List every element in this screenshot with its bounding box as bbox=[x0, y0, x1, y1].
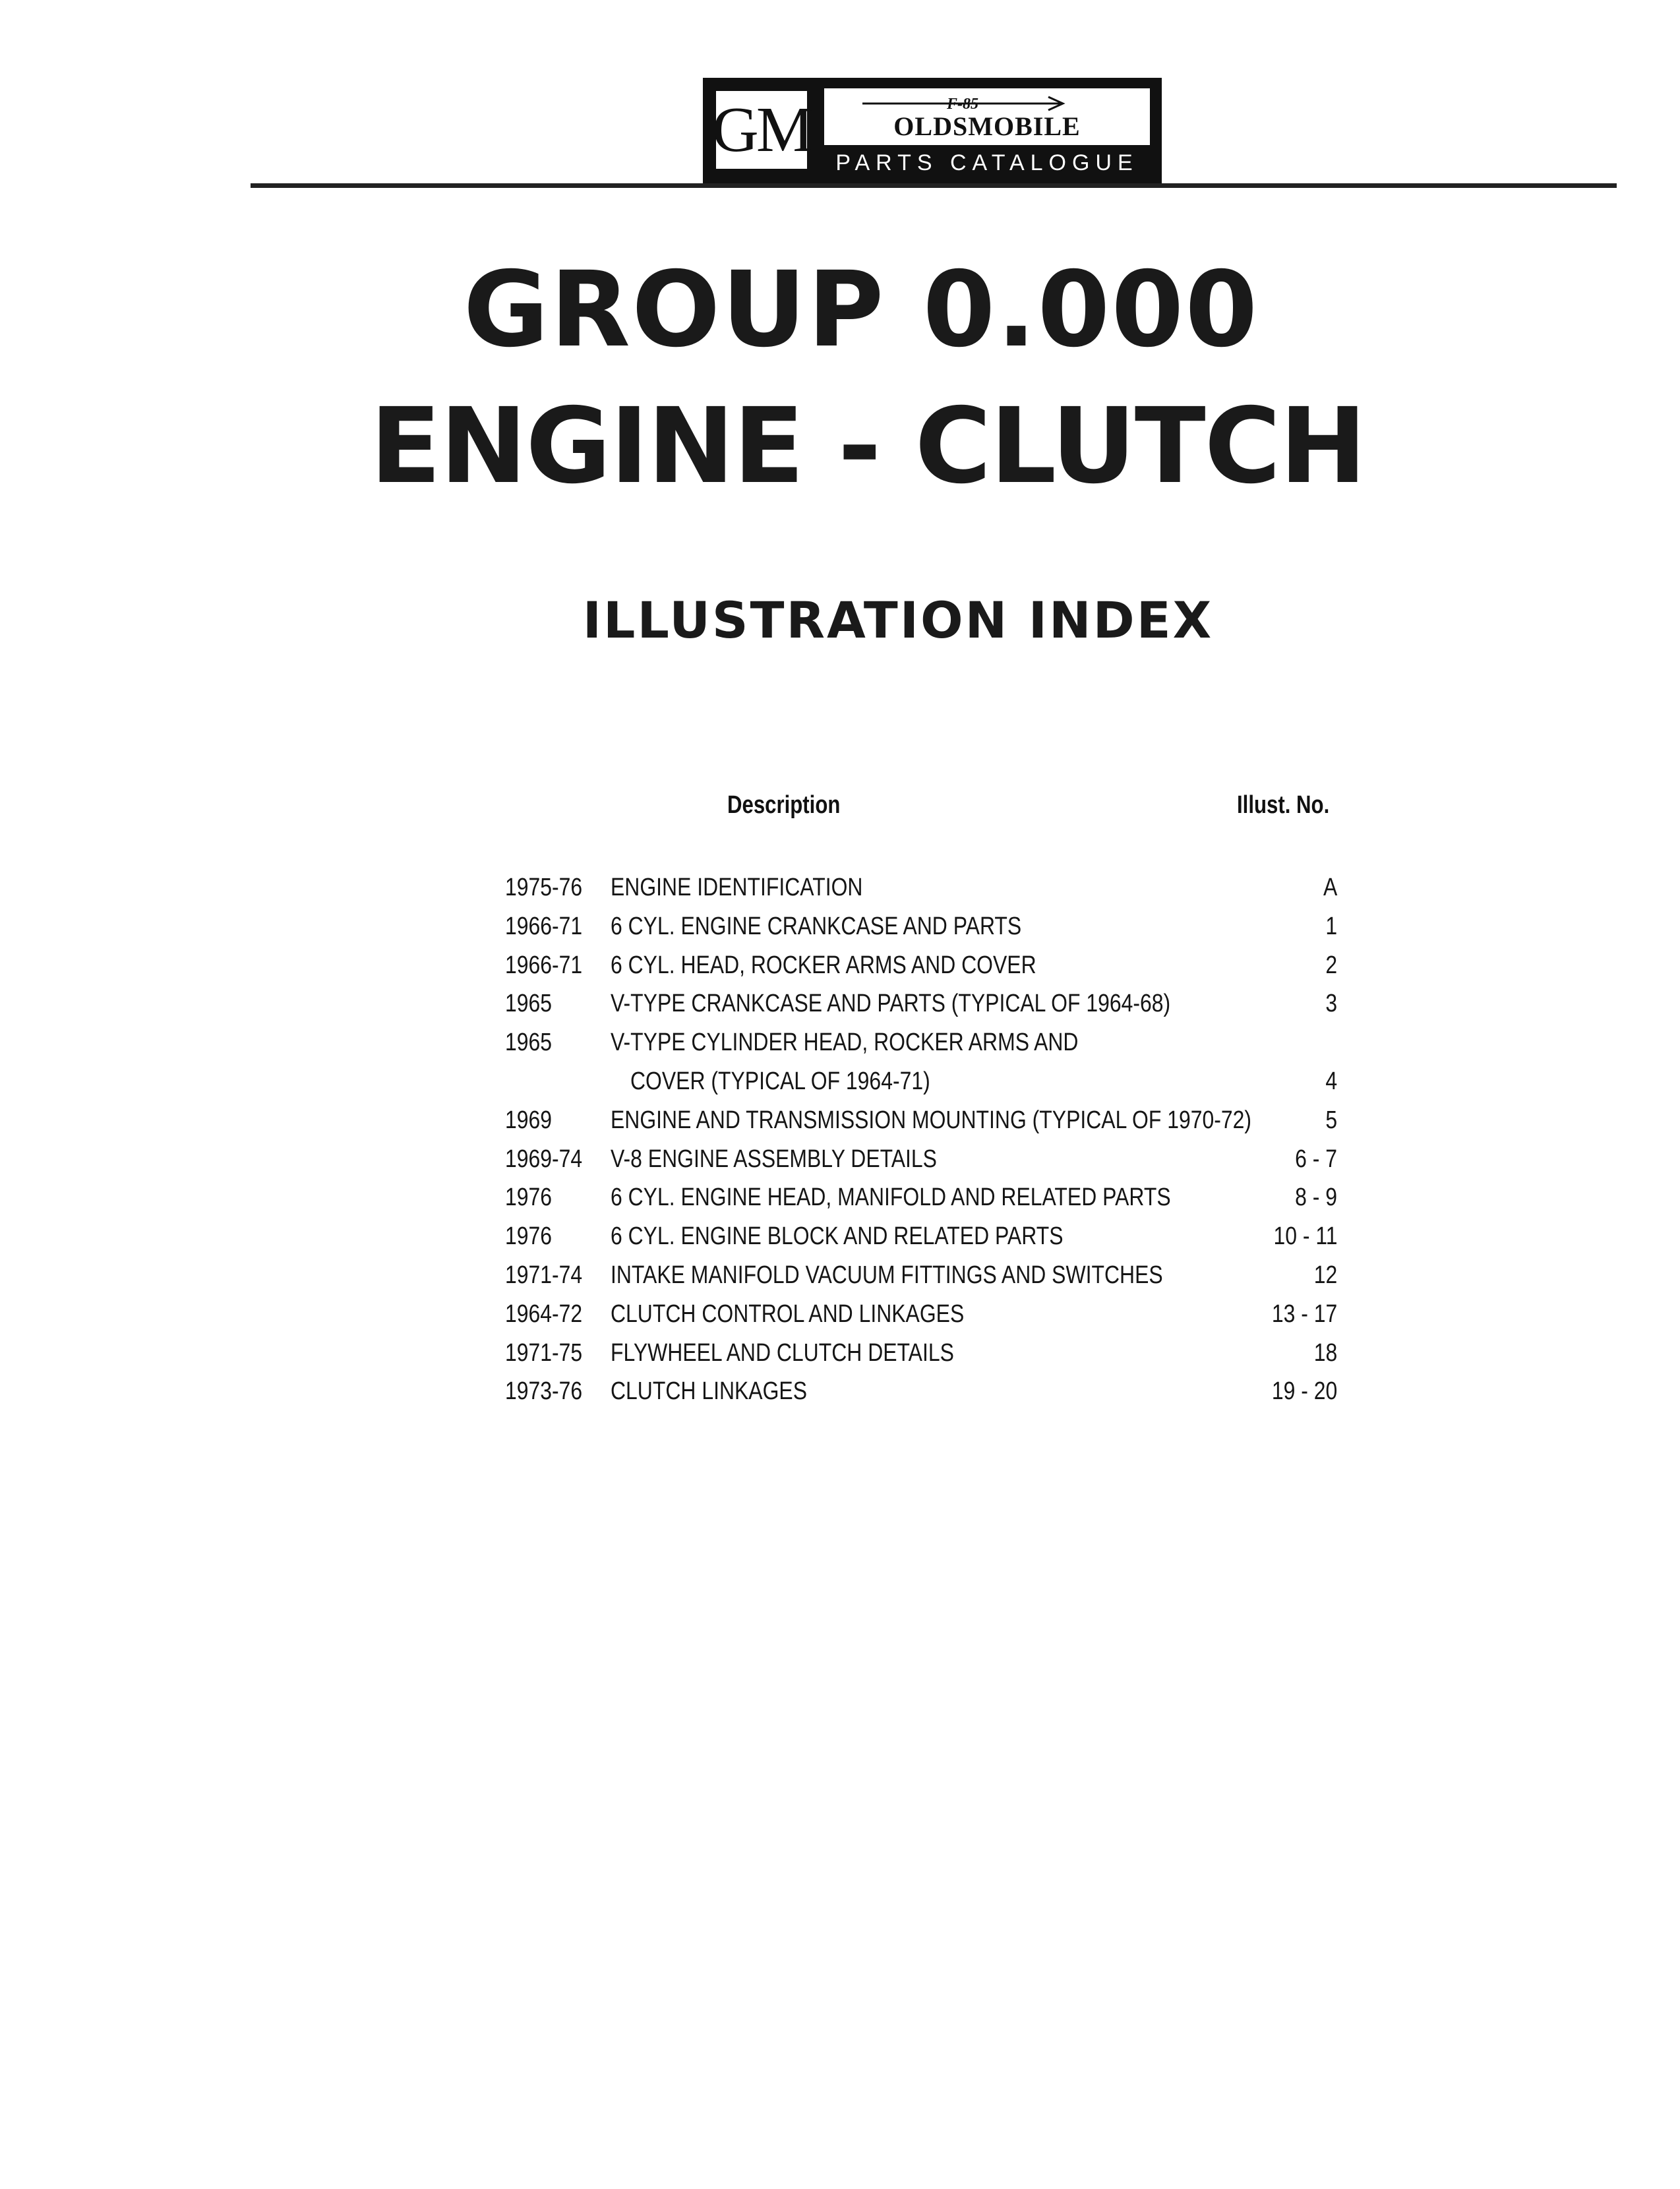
index-row-description: V-8 ENGINE ASSEMBLY DETAILS bbox=[611, 1145, 937, 1173]
index-row-years: 1966-71 bbox=[505, 913, 583, 940]
index-row-description: ENGINE AND TRANSMISSION MOUNTING (TYPICAL OF 1970-72) bbox=[611, 1106, 1251, 1134]
index-row-years: 1966-71 bbox=[505, 951, 583, 979]
index-row-years: 1965 bbox=[505, 1029, 553, 1056]
index-row bbox=[0, 913, 1680, 951]
index-row-description: 6 CYL. HEAD, ROCKER ARMS AND COVER bbox=[611, 951, 1036, 979]
index-row-years: 1971-74 bbox=[505, 1261, 583, 1289]
index-row bbox=[0, 1145, 1680, 1184]
index-row-description: V-TYPE CYLINDER HEAD, ROCKER ARMS AND bbox=[611, 1029, 1079, 1056]
index-row-illust-no: 4 bbox=[1325, 1067, 1337, 1095]
index-row-years: 1976 bbox=[505, 1222, 553, 1250]
header-rule bbox=[251, 183, 1617, 188]
illust-no-column-header: Illust. No. bbox=[1237, 791, 1330, 819]
index-row bbox=[0, 1261, 1680, 1300]
index-row-years: 1971-75 bbox=[505, 1339, 583, 1367]
model-mark-text: F-85 bbox=[947, 96, 978, 112]
index-row bbox=[0, 1339, 1680, 1377]
index-row-illust-no: 8 - 9 bbox=[1295, 1184, 1337, 1211]
index-row-illust-no: 1 bbox=[1325, 913, 1337, 940]
index-row-illust-no: 6 - 7 bbox=[1295, 1145, 1337, 1173]
index-row-illust-no: 10 - 11 bbox=[1273, 1222, 1337, 1250]
section-title: ENGINE - CLUTCH bbox=[370, 386, 1365, 507]
index-row bbox=[0, 1300, 1680, 1338]
index-row-years: 1976 bbox=[505, 1184, 553, 1211]
index-row-illust-no: 19 - 20 bbox=[1271, 1377, 1337, 1405]
index-row bbox=[0, 1222, 1680, 1261]
gm-logo: GM bbox=[712, 87, 811, 173]
index-title: ILLUSTRATION INDEX bbox=[582, 591, 1214, 649]
index-row-illust-no: 13 - 17 bbox=[1271, 1300, 1337, 1328]
index-row-years: 1965 bbox=[505, 990, 553, 1017]
index-row-illust-no: 18 bbox=[1313, 1339, 1337, 1367]
index-row bbox=[0, 1106, 1680, 1145]
index-row bbox=[0, 951, 1680, 990]
index-row bbox=[0, 1067, 1680, 1106]
index-row-years: 1969 bbox=[505, 1106, 553, 1134]
index-row-description: CLUTCH CONTROL AND LINKAGES bbox=[611, 1300, 965, 1328]
brand-name: OLDSMOBILE bbox=[893, 111, 1081, 141]
index-row-description: FLYWHEEL AND CLUTCH DETAILS bbox=[611, 1339, 954, 1367]
index-row-description: 6 CYL. ENGINE CRANKCASE AND PARTS bbox=[611, 913, 1022, 940]
index-row-illust-no: A bbox=[1323, 874, 1337, 901]
index-row-years: 1975-76 bbox=[505, 874, 583, 901]
index-row bbox=[0, 1184, 1680, 1222]
description-column-header: Description bbox=[727, 791, 841, 819]
index-row-description: CLUTCH LINKAGES bbox=[611, 1377, 807, 1405]
index-row-years: 1969-74 bbox=[505, 1145, 583, 1173]
index-row-years: 1964-72 bbox=[505, 1300, 583, 1328]
index-row bbox=[0, 1377, 1680, 1416]
index-row-description: COVER (TYPICAL OF 1964-71) bbox=[630, 1067, 930, 1095]
catalogue-label: PARTS CATALOGUE bbox=[835, 150, 1139, 175]
f85-arrow-icon bbox=[862, 95, 1073, 112]
index-row-description: ENGINE IDENTIFICATION bbox=[611, 874, 863, 901]
index-row-illust-no: 3 bbox=[1325, 990, 1337, 1017]
group-title: GROUP 0.000 bbox=[463, 249, 1259, 371]
index-row bbox=[0, 874, 1680, 912]
index-row-description: INTAKE MANIFOLD VACUUM FITTINGS AND SWITCHES bbox=[611, 1261, 1163, 1289]
index-row-description: 6 CYL. ENGINE HEAD, MANIFOLD AND RELATED PARTS bbox=[611, 1184, 1171, 1211]
index-row-illust-no: 5 bbox=[1325, 1106, 1337, 1134]
index-row-years: 1973-76 bbox=[505, 1377, 583, 1405]
brand-panel bbox=[824, 88, 1150, 145]
index-row bbox=[0, 1029, 1680, 1067]
index-row-illust-no: 12 bbox=[1313, 1261, 1337, 1289]
index-row bbox=[0, 990, 1680, 1028]
catalogue-logo-block bbox=[703, 78, 1162, 186]
index-row-illust-no: 2 bbox=[1325, 951, 1337, 979]
index-row-description: 6 CYL. ENGINE BLOCK AND RELATED PARTS bbox=[611, 1222, 1064, 1250]
index-row-description: V-TYPE CRANKCASE AND PARTS (TYPICAL OF 1964-68) bbox=[611, 990, 1171, 1017]
